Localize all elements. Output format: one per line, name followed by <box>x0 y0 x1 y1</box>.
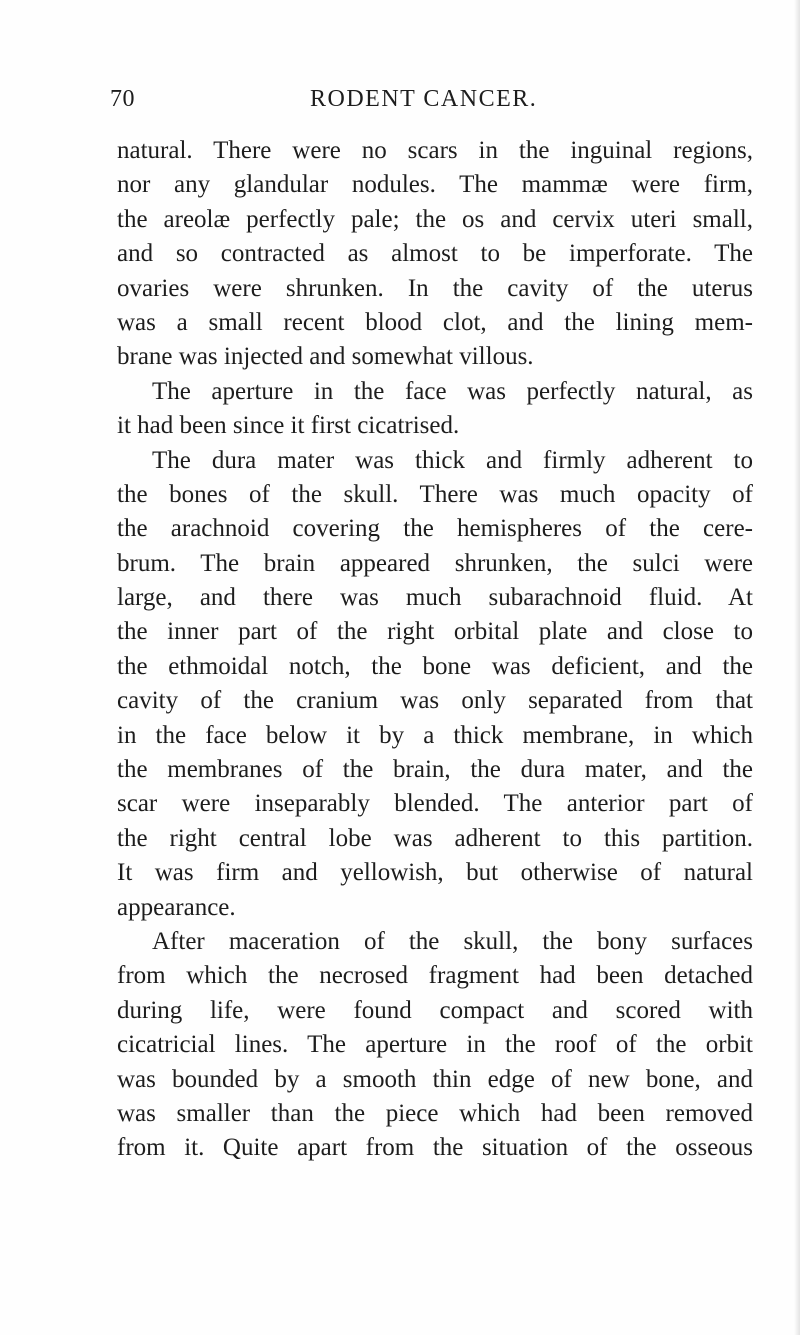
text-line: from which the necrosed fragment had been detached <box>117 962 753 990</box>
text-line: cavity of the cranium was only separated from that <box>117 687 753 715</box>
text-line: from it. Quite apart from the situation of the osseous <box>117 1134 753 1162</box>
text-line: was smaller than the piece which had been removed <box>117 1099 753 1127</box>
text-line: large, and there was much subarachnoid fluid. At <box>117 584 753 612</box>
page-edge-shadow <box>794 0 800 1335</box>
text-line: during life, were found compact and scored with <box>117 996 753 1024</box>
text-line: After maceration of the skull, the bony surfaces <box>152 927 753 955</box>
running-title: RODENT CANCER. <box>310 86 538 112</box>
text-line: and so contracted as almost to be imperforate. The <box>117 240 753 268</box>
text-line: was bounded by a smooth thin edge of new bone, and <box>117 1065 753 1093</box>
text-line: The aperture in the face was perfectly natural, as <box>152 377 753 405</box>
text-line: ovaries were shrunken. In the cavity of the uterus <box>117 274 753 302</box>
text-line: the areolæ perfectly pale; the os and cervix uteri small, <box>117 205 753 233</box>
page-number: 70 <box>110 86 135 112</box>
text-line: the ethmoidal notch, the bone was deficient, and the <box>117 652 753 680</box>
text-line: the inner part of the right orbital plate and close to <box>117 618 753 646</box>
text-line: the right central lobe was adherent to this partition. <box>117 824 753 852</box>
text-line: it had been since it first cicatrised. <box>117 412 460 440</box>
text-line: brane was injected and somewhat villous. <box>117 343 534 371</box>
text-line: It was firm and yellowish, but otherwise of natural <box>117 859 753 887</box>
text-line: scar were inseparably blended. The anterior part of <box>117 790 753 818</box>
text-line: cicatricial lines. The aperture in the roof of the orbit <box>117 1031 753 1059</box>
text-line: the membranes of the brain, the dura mater, and the <box>117 756 753 784</box>
text-line: the arachnoid covering the hemispheres of the cere- <box>117 515 753 543</box>
text-line: in the face below it by a thick membrane, in which <box>117 721 753 749</box>
body-text <box>117 134 753 1166</box>
text-line: natural. There were no scars in the inguinal regions, <box>117 137 753 164</box>
text-line: The dura mater was thick and firmly adherent to <box>152 446 753 474</box>
text-line: the bones of the skull. There was much opacity of <box>117 480 753 508</box>
text-line: brum. The brain appeared shrunken, the sulci were <box>117 549 753 577</box>
running-head <box>110 86 750 122</box>
text-line: appearance. <box>117 893 236 921</box>
text-line: was a small recent blood clot, and the lining mem- <box>117 308 753 336</box>
text-line: nor any glandular nodules. The mammæ were firm, <box>117 171 753 199</box>
